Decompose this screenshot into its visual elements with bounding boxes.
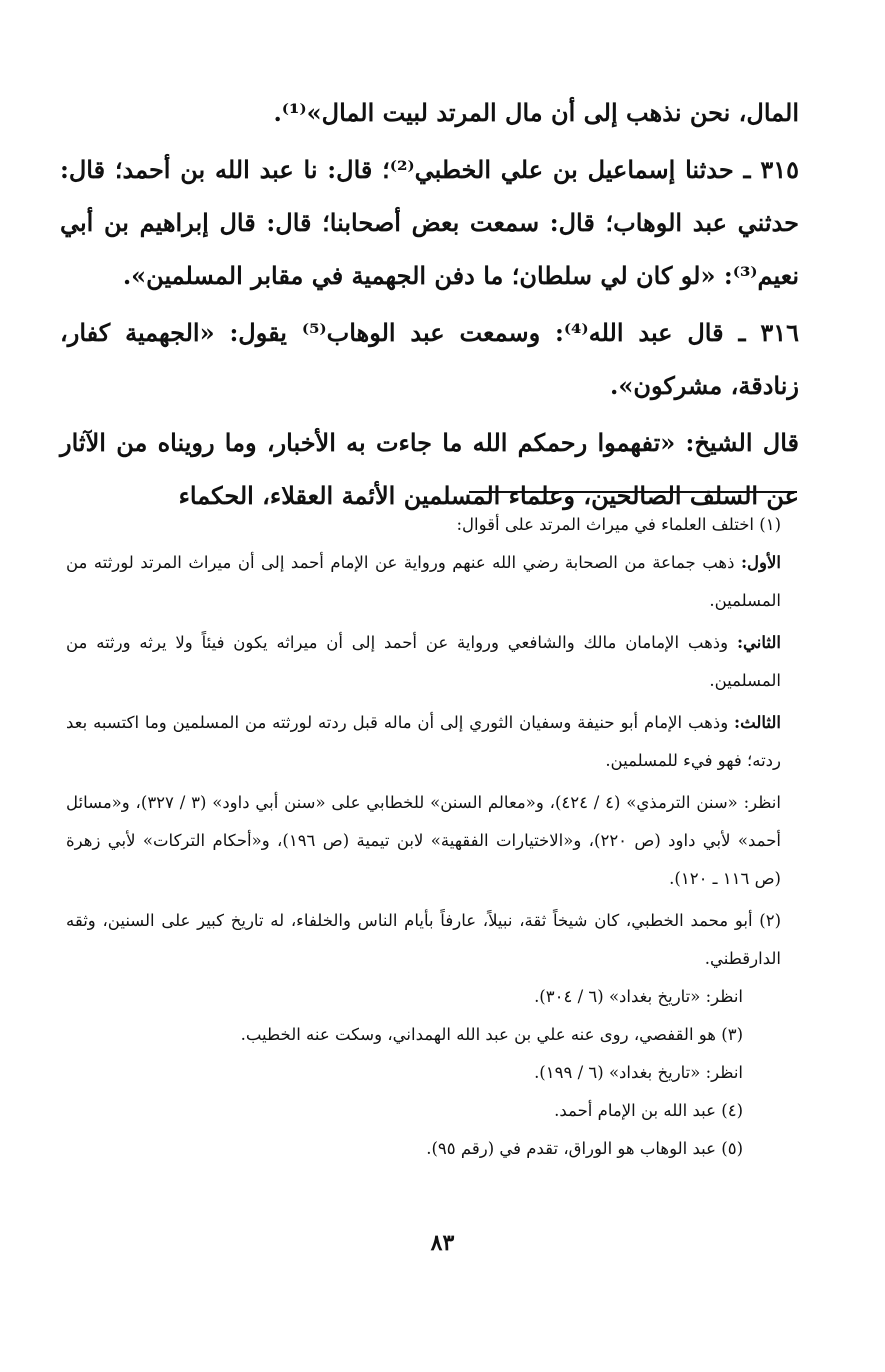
footnote-2: (٢) أبو محمد الخطبي، كان شيخاً ثقة، نبيلاً، عارفاً بأيام الناس والخلفاء، له تاريخ كبير على السنين، وثقه الدارقطني. bbox=[66, 911, 781, 968]
footnote-4: (٤) عبد الله بن الإمام أحمد. bbox=[554, 1101, 743, 1120]
third-opinion-label: الثالث: bbox=[734, 713, 781, 732]
narration-316: ٣١٦ ـ قال عبد الله⁽⁴⁾: وسمعت عبد الوهاب⁽⁵⁾ يقول: «الجهمية كفار، زنادقة، مشركون». bbox=[60, 318, 799, 400]
first-opinion-text: ذهب جماعة من الصحابة رضي الله عنهم ورواية عن الإمام أحمد إلى أن ميراث المرتد لورثته من المسلمين. bbox=[66, 553, 781, 610]
continuation-line: المال، نحن نذهب إلى أن مال المرتد لبيت المال»⁽¹⁾. bbox=[273, 98, 799, 127]
first-opinion-label: الأول: bbox=[740, 553, 781, 572]
second-opinion-text: وذهب الإمامان مالك والشافعي ورواية عن أحمد إلى أن ميراثه يكون فيئاً ولا يرثه ورثته من المسلمين. bbox=[66, 633, 781, 690]
footnote-3: (٣) هو القفصي، روى عنه علي بن عبد الله الهمداني، وسكت عنه الخطيب. bbox=[240, 1025, 743, 1044]
second-opinion-label: الثاني: bbox=[736, 633, 781, 652]
footnote-2-reference: انظر: «تاريخ بغداد» (٦ / ٣٠٤). bbox=[534, 987, 743, 1006]
shaykh-statement: قال الشيخ: «تفهموا رحمكم الله ما جاءت به الأخبار، وما رويناه من الآثار عن السلف الصالحين، وعلماء المسلمين الأئمة العقلاء، الحكماء bbox=[60, 428, 799, 510]
footnote-1-references: انظر: «سنن الترمذي» (٤ / ٤٢٤)، و«معالم السنن» للخطابي على «سنن أبي داود» (٣ / ٣٢٧)، و«مسائل أحمد» لأبي داود (ص ٢٢٠)، و«الاختيارات الفقهية» لابن تيمية (ص ١٩٦)، و«أحكام التركات» لأبي زهرة (ص ١١٦ ـ ١٢٠). bbox=[66, 793, 781, 888]
footnote-divider bbox=[469, 491, 797, 493]
footnote-1-first bbox=[66, 544, 781, 620]
footnote-1-intro: (١) اختلف العلماء في ميراث المرتد على أقوال: bbox=[456, 515, 781, 534]
footnote-5: (٥) عبد الوهاب هو الوراق، تقدم في (رقم ٩٥). bbox=[426, 1139, 743, 1158]
narration-315: ٣١٥ ـ حدثنا إسماعيل بن علي الخطبي⁽²⁾؛ قال: نا عبد الله بن أحمد؛ قال: حدثني عبد الوهاب؛ قال: سمعت بعض أصحابنا؛ قال: قال إبراهيم بن أبي نعيم⁽³⁾: «لو كان لي سلطان؛ ما دفن الجهمية في مقابر المسلمين». bbox=[60, 155, 800, 290]
footnote-1-second bbox=[66, 624, 781, 700]
footnote-3-reference: انظر: «تاريخ بغداد» (٦ / ١٩٩). bbox=[534, 1063, 743, 1082]
footnotes bbox=[66, 506, 781, 1168]
third-opinion-text: وذهب الإمام أبو حنيفة وسفيان الثوري إلى أن ماله قبل ردته لورثته من المسلمين وما اكتسبه بعد ردته؛ فهو فيء للمسلمين. bbox=[66, 713, 781, 770]
main-text bbox=[60, 86, 799, 522]
page-number: ٨٣ bbox=[430, 1230, 455, 1256]
footnote-1-third bbox=[66, 704, 781, 780]
